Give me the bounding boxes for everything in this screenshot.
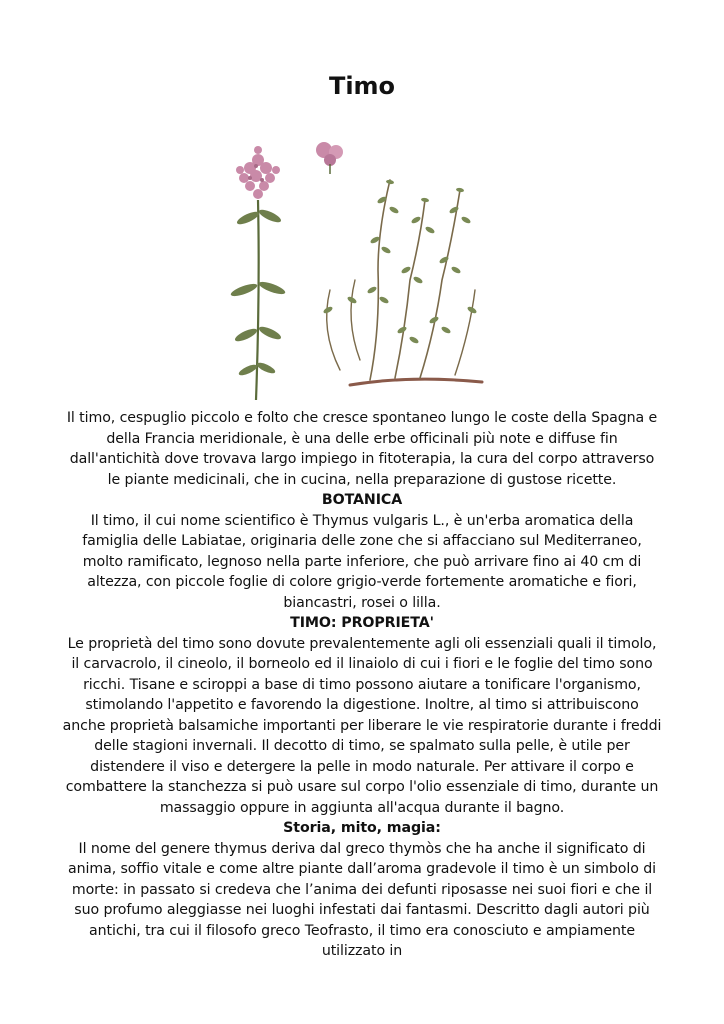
section-text-proprieta: Le proprietà del timo sono dovute prevalentemente agli oli essenziali quali il timolo, il carvacrolo, il cineolo, il borneolo ed il linaiolo di cui i fiori e le foglie del timo sono ricchi. Tisane e sciroppi a base di timo possono aiutare a tonificare l'organismo, stimolando l'appetito e favorendo la digestione. Inoltre, al timo si attribuiscono anche proprietà balsamiche importanti per liberare le vie respiratorie durante i freddi delle stagioni invernali. Il decotto di timo, se spalmato sulla pelle, è utile per distendere il viso e detergere la pelle in modo naturale. Per attivare il corpo e combattere la stanchezza si può usare sul corpo l'olio essenziale di timo, durante un massaggio oppure in aggiunta all'acqua durante il bagno. <box>62 635 662 816</box>
page-title: Timo <box>328 72 396 100</box>
section-text-botanica: Il timo, il cui nome scientifico è Thymus vulgaris L., è un'erba aromatica della famiglia delle Labiatae, originaria delle zone che si affacciano sul Mediterraneo, molto ramificato, legnoso nella parte inferiore, che può arrivare fino ai 40 cm di altezza, con piccole foglie di colore grigio-verde fortemente aromatiche e fiori, biancastri, rosei o lilla. <box>82 512 642 611</box>
section-text-storia: Il nome del genere thymus deriva dal greco thymòs che ha anche il significato di anima, soffio vitale e come altre piante dall’aroma gradevole il timo è un simbolo di morte: in passato si credeva che l’anima dei defunti riposasse nei suoi fiori e che il suo profumo aleggiasse nei luoghi infestati dai fantasmi. Descritto dagli autori più antichi, tra cui il filosofo greco Teofrasto, il timo era conosciuto e ampiamente utilizzato in <box>68 840 656 959</box>
section-heading-storia: Storia, mito, magia: <box>283 820 441 836</box>
thyme-plant-illustration <box>220 130 490 410</box>
document-body <box>62 408 662 962</box>
flowering-stem-drawing <box>229 146 286 400</box>
section-heading-proprieta: TIMO: PROPRIETA' <box>290 615 434 631</box>
section-heading-botanica: BOTANICA <box>321 492 403 508</box>
intro-paragraph: Il timo, cespuglio piccolo e folto che cresce spontaneo lungo le coste della Spagna e della Francia meridionale, è una delle erbe officinali più note e diffuse fin dall'antichità dove trovava largo impiego in fitoterapia, la cura del corpo attraverso le piante medicinali, che in cucina, nella preparazione di gustose ricette. <box>66 410 658 488</box>
small-leaves-drawing <box>322 179 477 344</box>
flower-detail-drawing <box>316 142 343 174</box>
woody-branches-drawing <box>327 180 482 385</box>
